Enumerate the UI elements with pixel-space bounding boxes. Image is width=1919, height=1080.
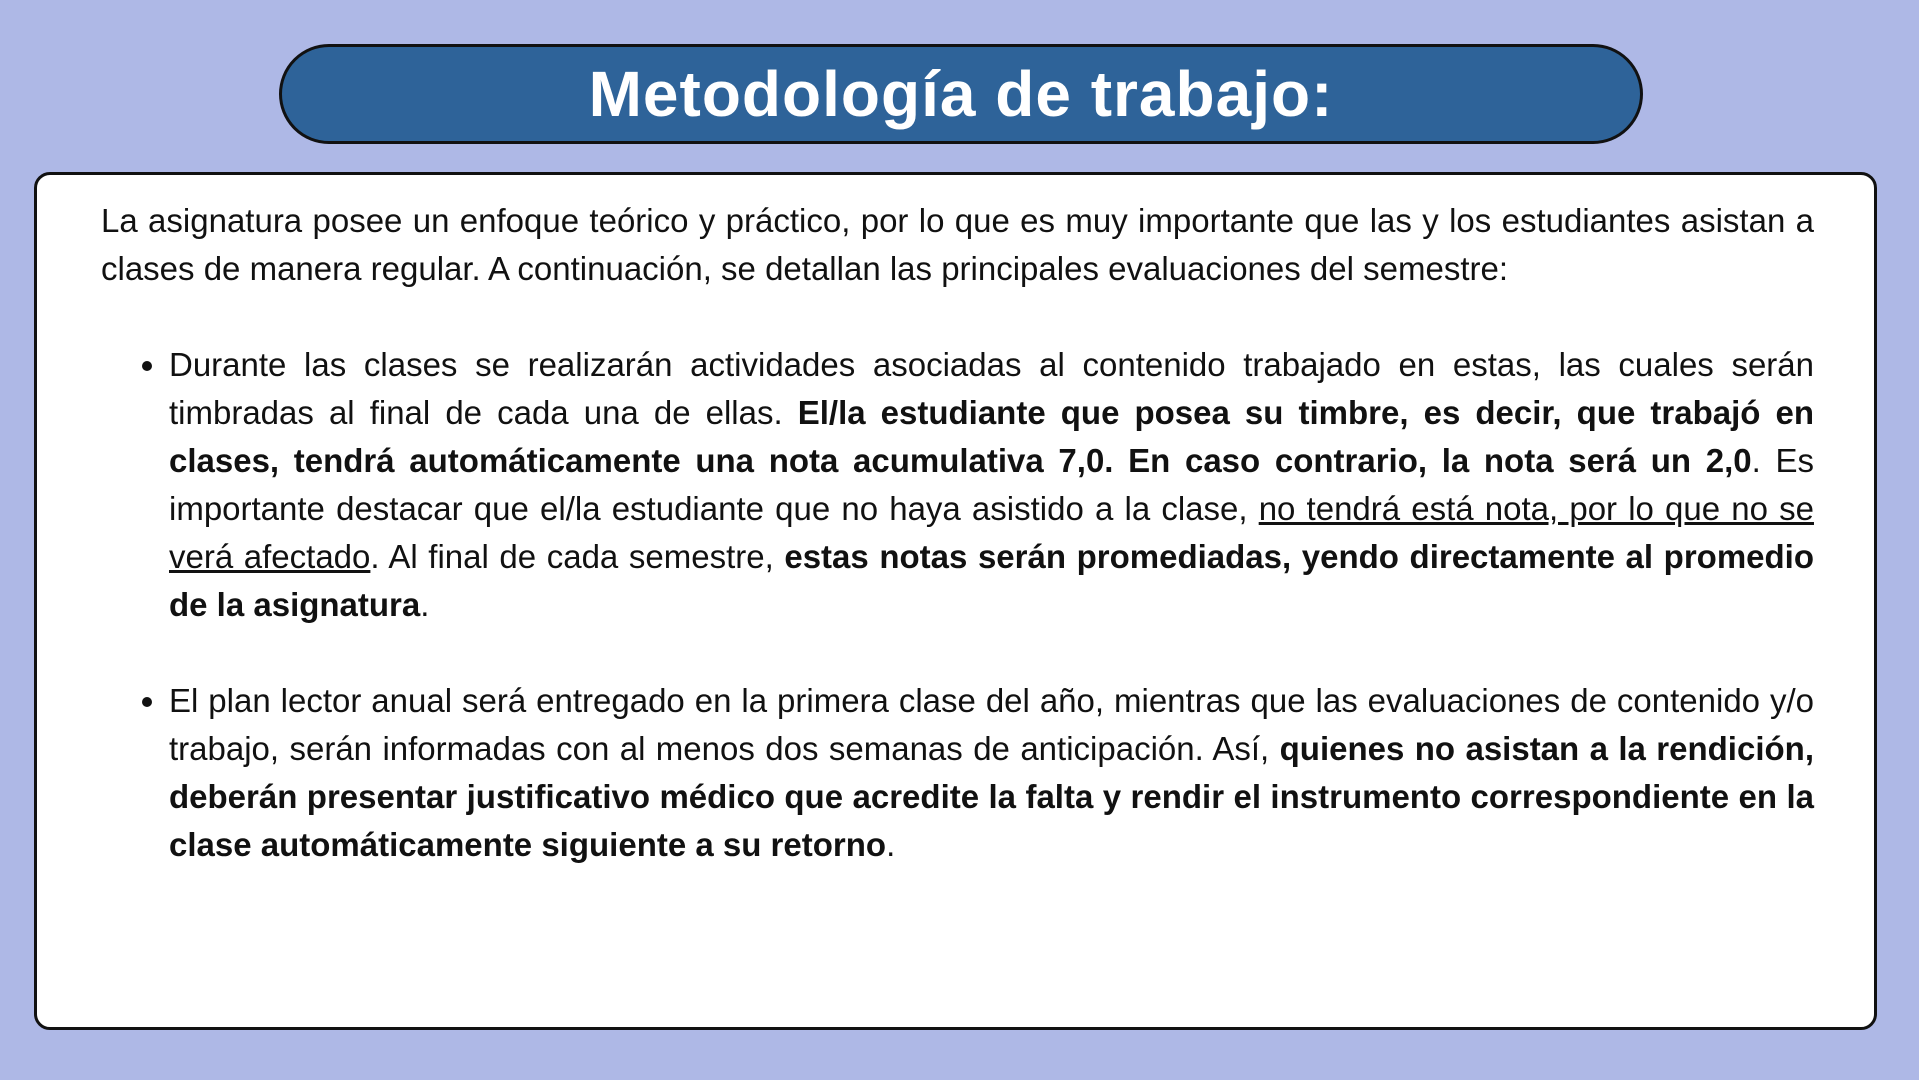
text: . Es importante destacar que el/la estudiante que no haya asistido a la clase,: [169, 442, 1814, 527]
bold-text: estas notas serán promediadas, yendo directamente al promedio de la asignatura: [169, 538, 1814, 623]
text: .: [420, 586, 430, 623]
underlined-text: no tendrá está nota, por lo que no se verá afectado: [169, 490, 1814, 575]
list-item: [169, 677, 1814, 869]
bold-text: El/la estudiante que posea su timbre, es decir, que trabajó en clases, tendrá automáticamente una nota acumulativa 7,0. En caso contrario, la nota será un 2,0: [169, 394, 1814, 479]
page-title: Metodología de trabajo:: [588, 58, 1334, 130]
title-banner: [279, 44, 1643, 144]
list-item: [169, 341, 1814, 629]
evaluation-list: [101, 341, 1814, 869]
text: . Al final de cada semestre,: [370, 538, 785, 575]
text: Durante las clases se realizarán actividades asociadas al contenido trabajado en estas, las cuales serán timbradas al final de cada una de ellas.: [169, 346, 1814, 431]
text: El plan lector anual será entregado en la primera clase del año, mientras que las evaluaciones de contenido y/o trabajo, serán informadas con al menos dos semanas de anticipación. Así,: [169, 682, 1814, 767]
intro-paragraph: La asignatura posee un enfoque teórico y práctico, por lo que es muy importante que las y los estudiantes asistan a clases de manera regular. A continuación, se detallan las principales evaluaciones del semestre:: [101, 202, 1814, 287]
text: .: [886, 826, 896, 863]
bold-text: quienes no asistan a la rendición, deberán presentar justificativo médico que acredite la falta y rendir el instrumento correspondiente en la clase automáticamente siguiente a su retorno: [169, 730, 1814, 863]
content-box: [34, 172, 1877, 1030]
